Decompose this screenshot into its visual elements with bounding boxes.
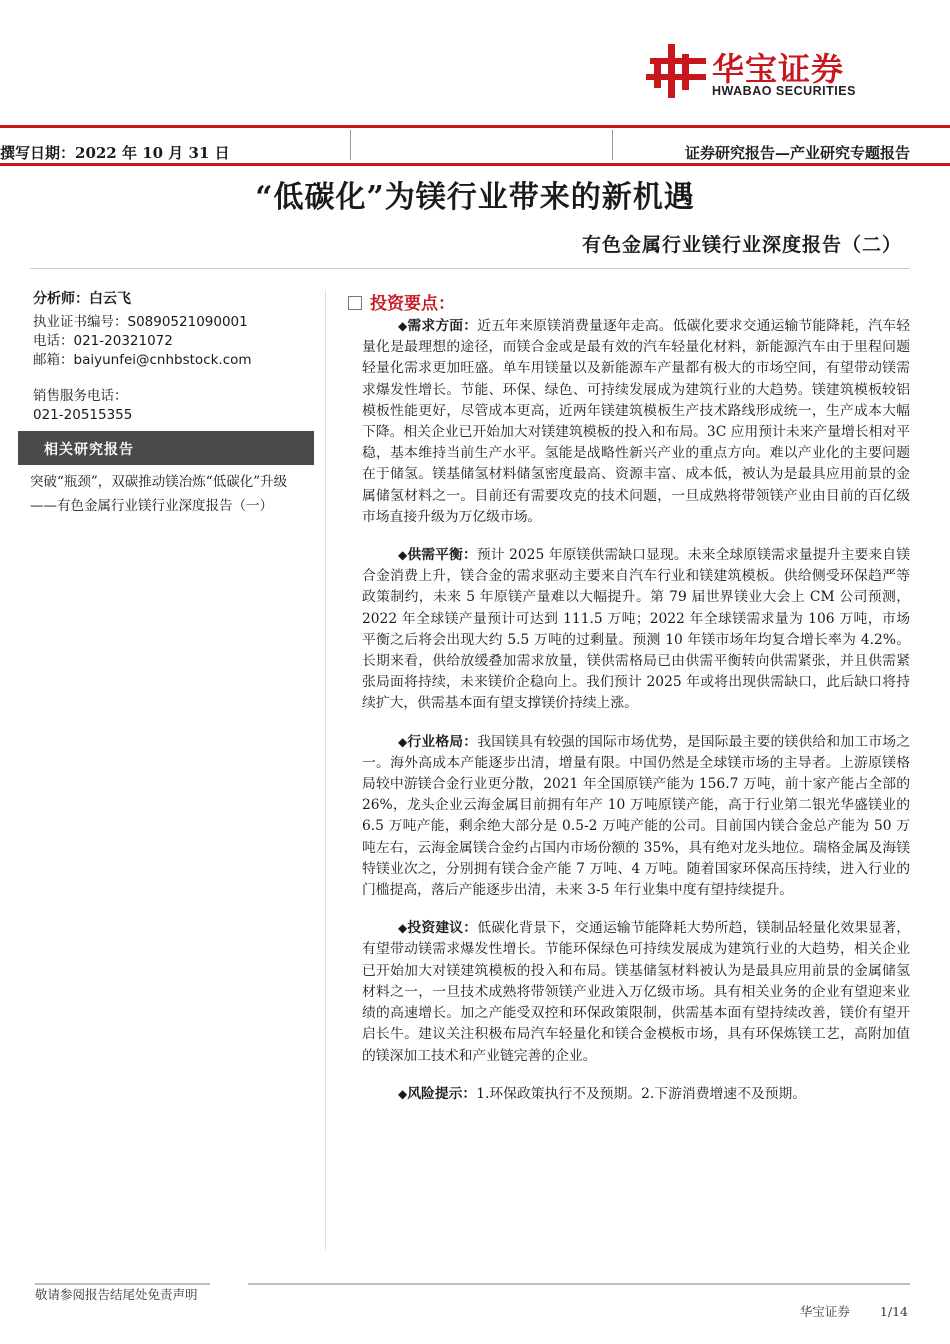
phone-label: 电话： — [33, 333, 74, 349]
diamond-bullet-icon: ◆ — [398, 548, 408, 563]
email-value[interactable]: baiyunfei@cnhbstock.com — [73, 352, 252, 368]
diamond-bullet-icon: ◆ — [398, 1086, 408, 1101]
key-point-item — [362, 918, 910, 1066]
header-top-rule — [0, 125, 950, 128]
key-point-text: 1.环保政策执行不及预期。2.下游消费增速不及预期。 — [476, 1085, 807, 1102]
key-point-text: 我国镁具有较强的国际市场优势，是国际最主要的镁供给和加工市场之一。海外高成本产能逐步出清，增量有限。中国仍然是全球镁市场的主导者。上游原镁格局较中游镁合金行业更分散，2021 年全国原镁产能为 156.7 万吨，前十家产能占全部的 26%，龙头企业云海金属目前拥有年产 10 万吨原镁产能，高于行业第二银光华盛镁业的 6.5 万吨产能，剩余绝大部分是 0.5-2 万吨产能的公司。目前国内镁合金总产能为 50 万吨左右，云海金属镁合金约占国内市场份额的 35%，具有绝对龙头地位。瑞格金属及海镁特镁业次之，分别拥有镁合金产能 7 万吨、4 万吨。随着国家环保高压持续，进入行业的门槛提高，落后产能逐步出清，未来 3-5 年行业集中度有望持续提升。 — [362, 733, 911, 899]
footer-rule-right — [248, 1283, 910, 1285]
key-point-item — [362, 1084, 910, 1105]
key-point-item — [362, 545, 910, 715]
phone — [33, 332, 315, 351]
report-title: “低碳化”为镁行业带来的新机遇 — [255, 180, 695, 215]
analyst-name: 分析师：白云飞 — [33, 291, 131, 307]
email — [33, 351, 315, 370]
cert-number — [33, 313, 315, 332]
footer-disclaimer: 敬请参阅报告结尾处免责声明 — [35, 1287, 198, 1302]
header-divider — [612, 130, 613, 160]
key-point-text: 预计 2025 年原镁供需缺口显现。未来全球原镁需求量提升主要来自镁合金消费上升，镁合金的需求驱动主要来自汽车行业和镁建筑模板。供给侧受环保趋严等政策制约，未来 5 年原镁产量难以大幅提升。第 79 届世界镁业大会上 CM 公司预测，2022 年全球镁产量预计可达到 111.5 万吨；2022 年全球镁需求量为 106 万吨，市场平衡之后将会出现大约 5.5 万吨的过剩量。预测 10 年镁市场年均复合增长率为 4.2%。长期来看，供给放缓叠加需求放量，镁供需格局已由供需平衡转向供需紧张，并且供需紧张局面将持续，未来镁价企稳向上。我们预计 2025 年或将出现供需缺口，此后缺口将持续扩大，供需基本面有望支撑镁价持续上涨。 — [362, 547, 911, 712]
key-point-lead: 需求方面： — [407, 318, 478, 334]
brand-name-en: HWABAO SECURITIES — [712, 84, 856, 98]
key-point-item — [362, 732, 910, 902]
hwabao-logo-icon — [646, 44, 706, 98]
header-bottom-rule — [0, 163, 950, 166]
page-number: 1/14 — [879, 1304, 908, 1319]
key-point-text: 低碳化背景下，交通运输节能降耗大势所趋，镁制品轻量化效果显著，有望带动镁需求爆发性增长。节能环保绿色可持续发展成为建筑行业的大趋势，相关企业已开始加大对镁建筑模板的投入和布局。镁基储氢材料被认为是最具应用前景的金属储氢材料之一，一旦技术成熟将带领镁产业进入万亿级市场。具有相关业务的企业有望迎来业绩的高速增长。加之产能受双控和环保政策限制，供需基本面有望持续改善，镁价有望开启长牛。建议关注积极布局汽车轻量化和镁合金模板市场，具有环保炼镁工艺，高附加值的镁深加工技术和产业链完善的企业。 — [362, 920, 911, 1064]
company-logo — [640, 42, 920, 102]
related-reports-title: 相关研究报告 — [44, 442, 134, 458]
key-points-body — [362, 316, 910, 1122]
report-subtitle: 有色金属行业镁行业深度报告（二） — [581, 234, 902, 256]
checkbox-icon — [348, 296, 362, 310]
diamond-bullet-icon: ◆ — [398, 734, 408, 749]
key-point-text: 近五年来原镁消费量逐年走高。低碳化要求交通运输节能降耗，汽车轻量化是最理想的途径，而镁合金或是最有效的汽车轻量化材料，新能源汽车由于里程问题轻量化需求更加旺盛。单车用镁量以及新能源车产量都有极大的市场空间，有望带动镁需求爆发性增长。节能、环保、绿色、可持续发展成为建筑行业的大趋势。镁建筑模板较铝模板性能更好，尽管成本更高，近两年镁建筑模板生产技术路线形成统一，生产成本大幅下降。相关企业已开始加大对镁建筑模板的投入和布局。3C 应用预计未来产量增长相对平稳，基本维持当前生产水平。氢能是战略性新兴产业的重点方向。难以产业化的主要问题在于储氢。镁基储氢材料储氢密度最高、资源丰富、成本低，被认为是最具应用前景的金属储氢材料之一。目前还有需要攻克的技术问题，一旦成熟将带领镁产业由目前的百亿级市场直接升级为万亿级市场。 — [362, 318, 911, 525]
report-date: 撰写日期：2022 年 10 月 31 日 — [0, 144, 230, 162]
diamond-bullet-icon: ◆ — [398, 921, 408, 936]
title-divider — [30, 268, 910, 269]
footer-info — [800, 1302, 908, 1320]
footer-brand: 华宝证券 — [799, 1304, 850, 1319]
key-point-lead: 行业格局： — [407, 733, 478, 750]
column-divider — [325, 290, 326, 1250]
brand-name-cn: 华宝证券 — [712, 50, 845, 88]
phone-value: 021-20321072 — [73, 333, 173, 349]
key-point-lead: 投资建议： — [407, 920, 478, 937]
cert-value: S0890521090001 — [127, 314, 248, 330]
key-point-item — [362, 316, 910, 528]
related-reports-header — [18, 431, 314, 465]
sales-phone: 021-20515355 — [33, 407, 133, 423]
key-points-title: 投资要点： — [370, 294, 455, 314]
related-report-link[interactable]: 突破“瓶颈”，双碳推动镁冶炼“低碳化”升级——有色金属行业镁行业深度报告（一） — [30, 474, 288, 514]
key-points-heading — [348, 289, 455, 314]
header-divider — [350, 130, 351, 160]
report-type: 证券研究报告—产业研究专题报告 — [684, 144, 910, 162]
analyst-sidebar — [33, 290, 315, 425]
diamond-bullet-icon: ◆ — [398, 319, 408, 333]
key-point-lead: 供需平衡： — [407, 547, 477, 564]
email-label: 邮箱： — [33, 352, 74, 368]
sales-label: 销售服务电话： — [33, 388, 128, 404]
cert-label: 执业证书编号： — [33, 314, 128, 330]
key-point-lead: 风险提示： — [407, 1085, 477, 1102]
